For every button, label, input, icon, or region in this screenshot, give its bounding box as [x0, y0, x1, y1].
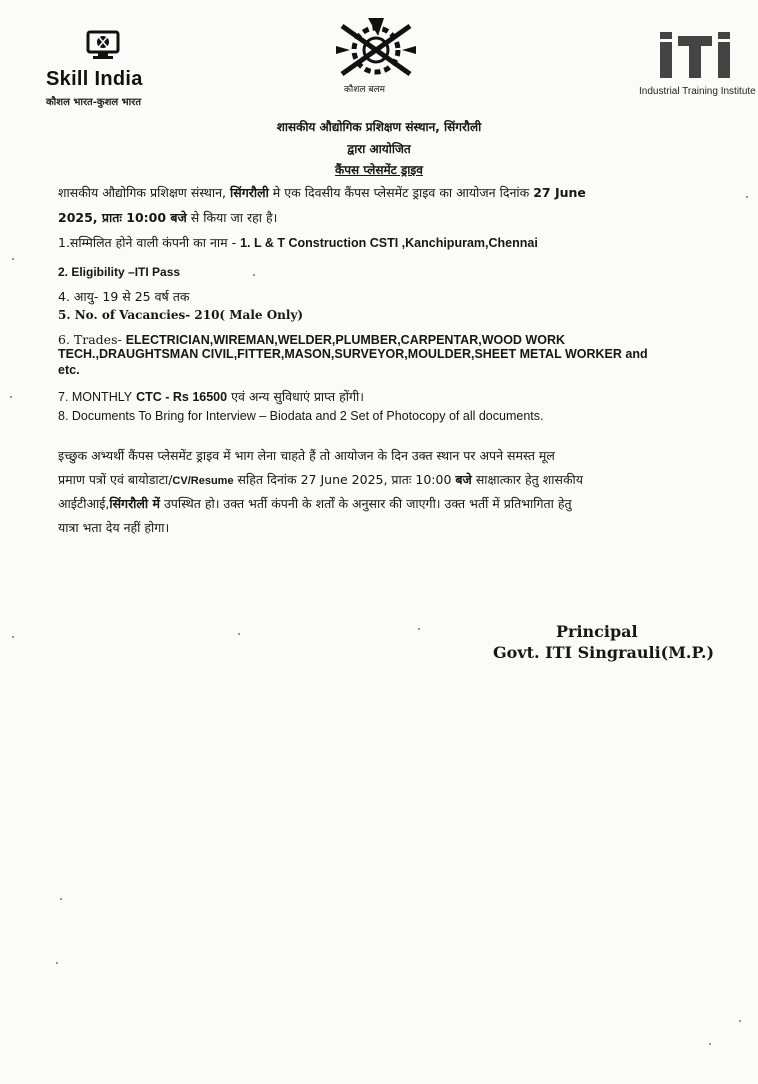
item-ctc-label: 7. MONTHLY [58, 390, 133, 404]
paragraph-line-1: इच्छुक अभ्यर्थी कैंपस प्लेसमेंट ड्राइव में भाग लेना चाहते हैं तो आयोजन के दिन उक्त स्थान पर अपने समस्त मूल [58, 448, 555, 463]
intro-line-1 [58, 184, 586, 201]
signature-office: Govt. ITI Singrauli(M.P.) [493, 643, 715, 662]
intro-text-end: से किया जा रहा है। [190, 210, 278, 225]
intro-text-a: शासकीय औद्योगिक प्रशिक्षण संस्थान, [58, 185, 227, 200]
item-trades-line-1 [58, 332, 565, 347]
kaushal-balam-tagline: कौशल बलम [344, 85, 385, 95]
organised-by-heading: द्वारा आयोजित [347, 142, 411, 156]
item-age: 4. आयु- 19 से 25 वर्ष तक [58, 289, 190, 304]
paragraph-date-time: सहित दिनांक 27 June 2025, प्रातः 10:00 [237, 472, 452, 487]
intro-date-time: 2025, प्रातः 10:00 बजे [58, 210, 187, 225]
kaushal-balam-logo [328, 16, 424, 98]
skill-india-logo [44, 28, 174, 108]
item-vacancies: 5. No. of Vacancies- 210( Male Only) [58, 308, 304, 322]
paragraph-line-4: यात्रा भता देय नहीं होगा। [58, 520, 170, 535]
iti-caption: Industrial Training Institute [639, 86, 756, 97]
paragraph-line-2 [58, 471, 583, 488]
paragraph-city: सिंगरौली में [109, 496, 160, 511]
paragraph-text-c: उपस्थित हो। उक्त भर्ती कंपनी के शर्तों के अनुसार की जाएगी। उक्त भर्ती में प्रतिभागिता हेतु [163, 496, 572, 511]
intro-city: सिंगरौली [230, 185, 269, 200]
item-trades-line-2: TECH.,DRAUGHTSMAN CIVIL,FITTER,MASON,SURVEYOR,MOULDER,SHEET METAL WORKER and [58, 347, 648, 361]
item-eligibility: 2. Eligibility –ITI Pass [58, 265, 181, 279]
item-company-value: 1. L & T Construction CSTI ,Kanchipuram,Chennai [240, 236, 538, 250]
item-trades-value-1: ELECTRICIAN,WIREMAN,WELDER,PLUMBER,CARPENTAR,WOOD WORK [125, 333, 566, 347]
iti-logo [636, 32, 756, 102]
page-title-text: कैंपस प्लेसमेंट ड्राइव [335, 163, 423, 177]
skill-india-name: Skill India [46, 68, 143, 90]
paragraph-baje: बजे [455, 472, 472, 487]
paragraph-text-a: प्रमाण पत्रों एवं बायोडाटा/ [58, 472, 173, 487]
item-trades-line-3: etc. [58, 363, 80, 377]
gear-wrench-emblem-icon [328, 16, 424, 82]
item-company [58, 234, 538, 251]
institute-heading: शासकीय औद्योगिक प्रशिक्षण संस्थान, सिंगरौली [276, 120, 482, 134]
intro-text-c: मे एक दिवसीय कैंपस प्लेसमेंट ड्राइव का आयोजन दिनांक [272, 185, 530, 200]
intro-date: 27 June [533, 185, 586, 200]
item-company-label: 1.सम्मिलित होने वाली कंपनी का नाम - [58, 235, 237, 250]
page-title [0, 161, 758, 178]
item-ctc [58, 388, 364, 405]
paragraph-iti: आईटीआई, [58, 496, 110, 511]
iti-emblem-icon [658, 32, 738, 80]
item-ctc-value: CTC - Rs 16500 [136, 390, 228, 404]
paragraph-line-3 [58, 495, 572, 512]
intro-line-2 [58, 209, 277, 226]
signature-title: Principal [556, 622, 638, 641]
skill-india-emblem-icon [84, 28, 124, 62]
item-trades-label: 6. Trades- [58, 332, 122, 347]
paragraph-text-e: साक्षात्कार हेतु शासकीय [475, 472, 584, 487]
item-ctc-benefits: एवं अन्य सुविधाएं प्राप्त होंगी। [231, 389, 365, 404]
skill-india-tagline: कौशल भारत-कुशल भारत [46, 97, 142, 108]
paragraph-cv: CV/Resume [172, 475, 234, 487]
item-documents: 8. Documents To Bring for Interview – Biodata and 2 Set of Photocopy of all documents. [58, 409, 544, 423]
